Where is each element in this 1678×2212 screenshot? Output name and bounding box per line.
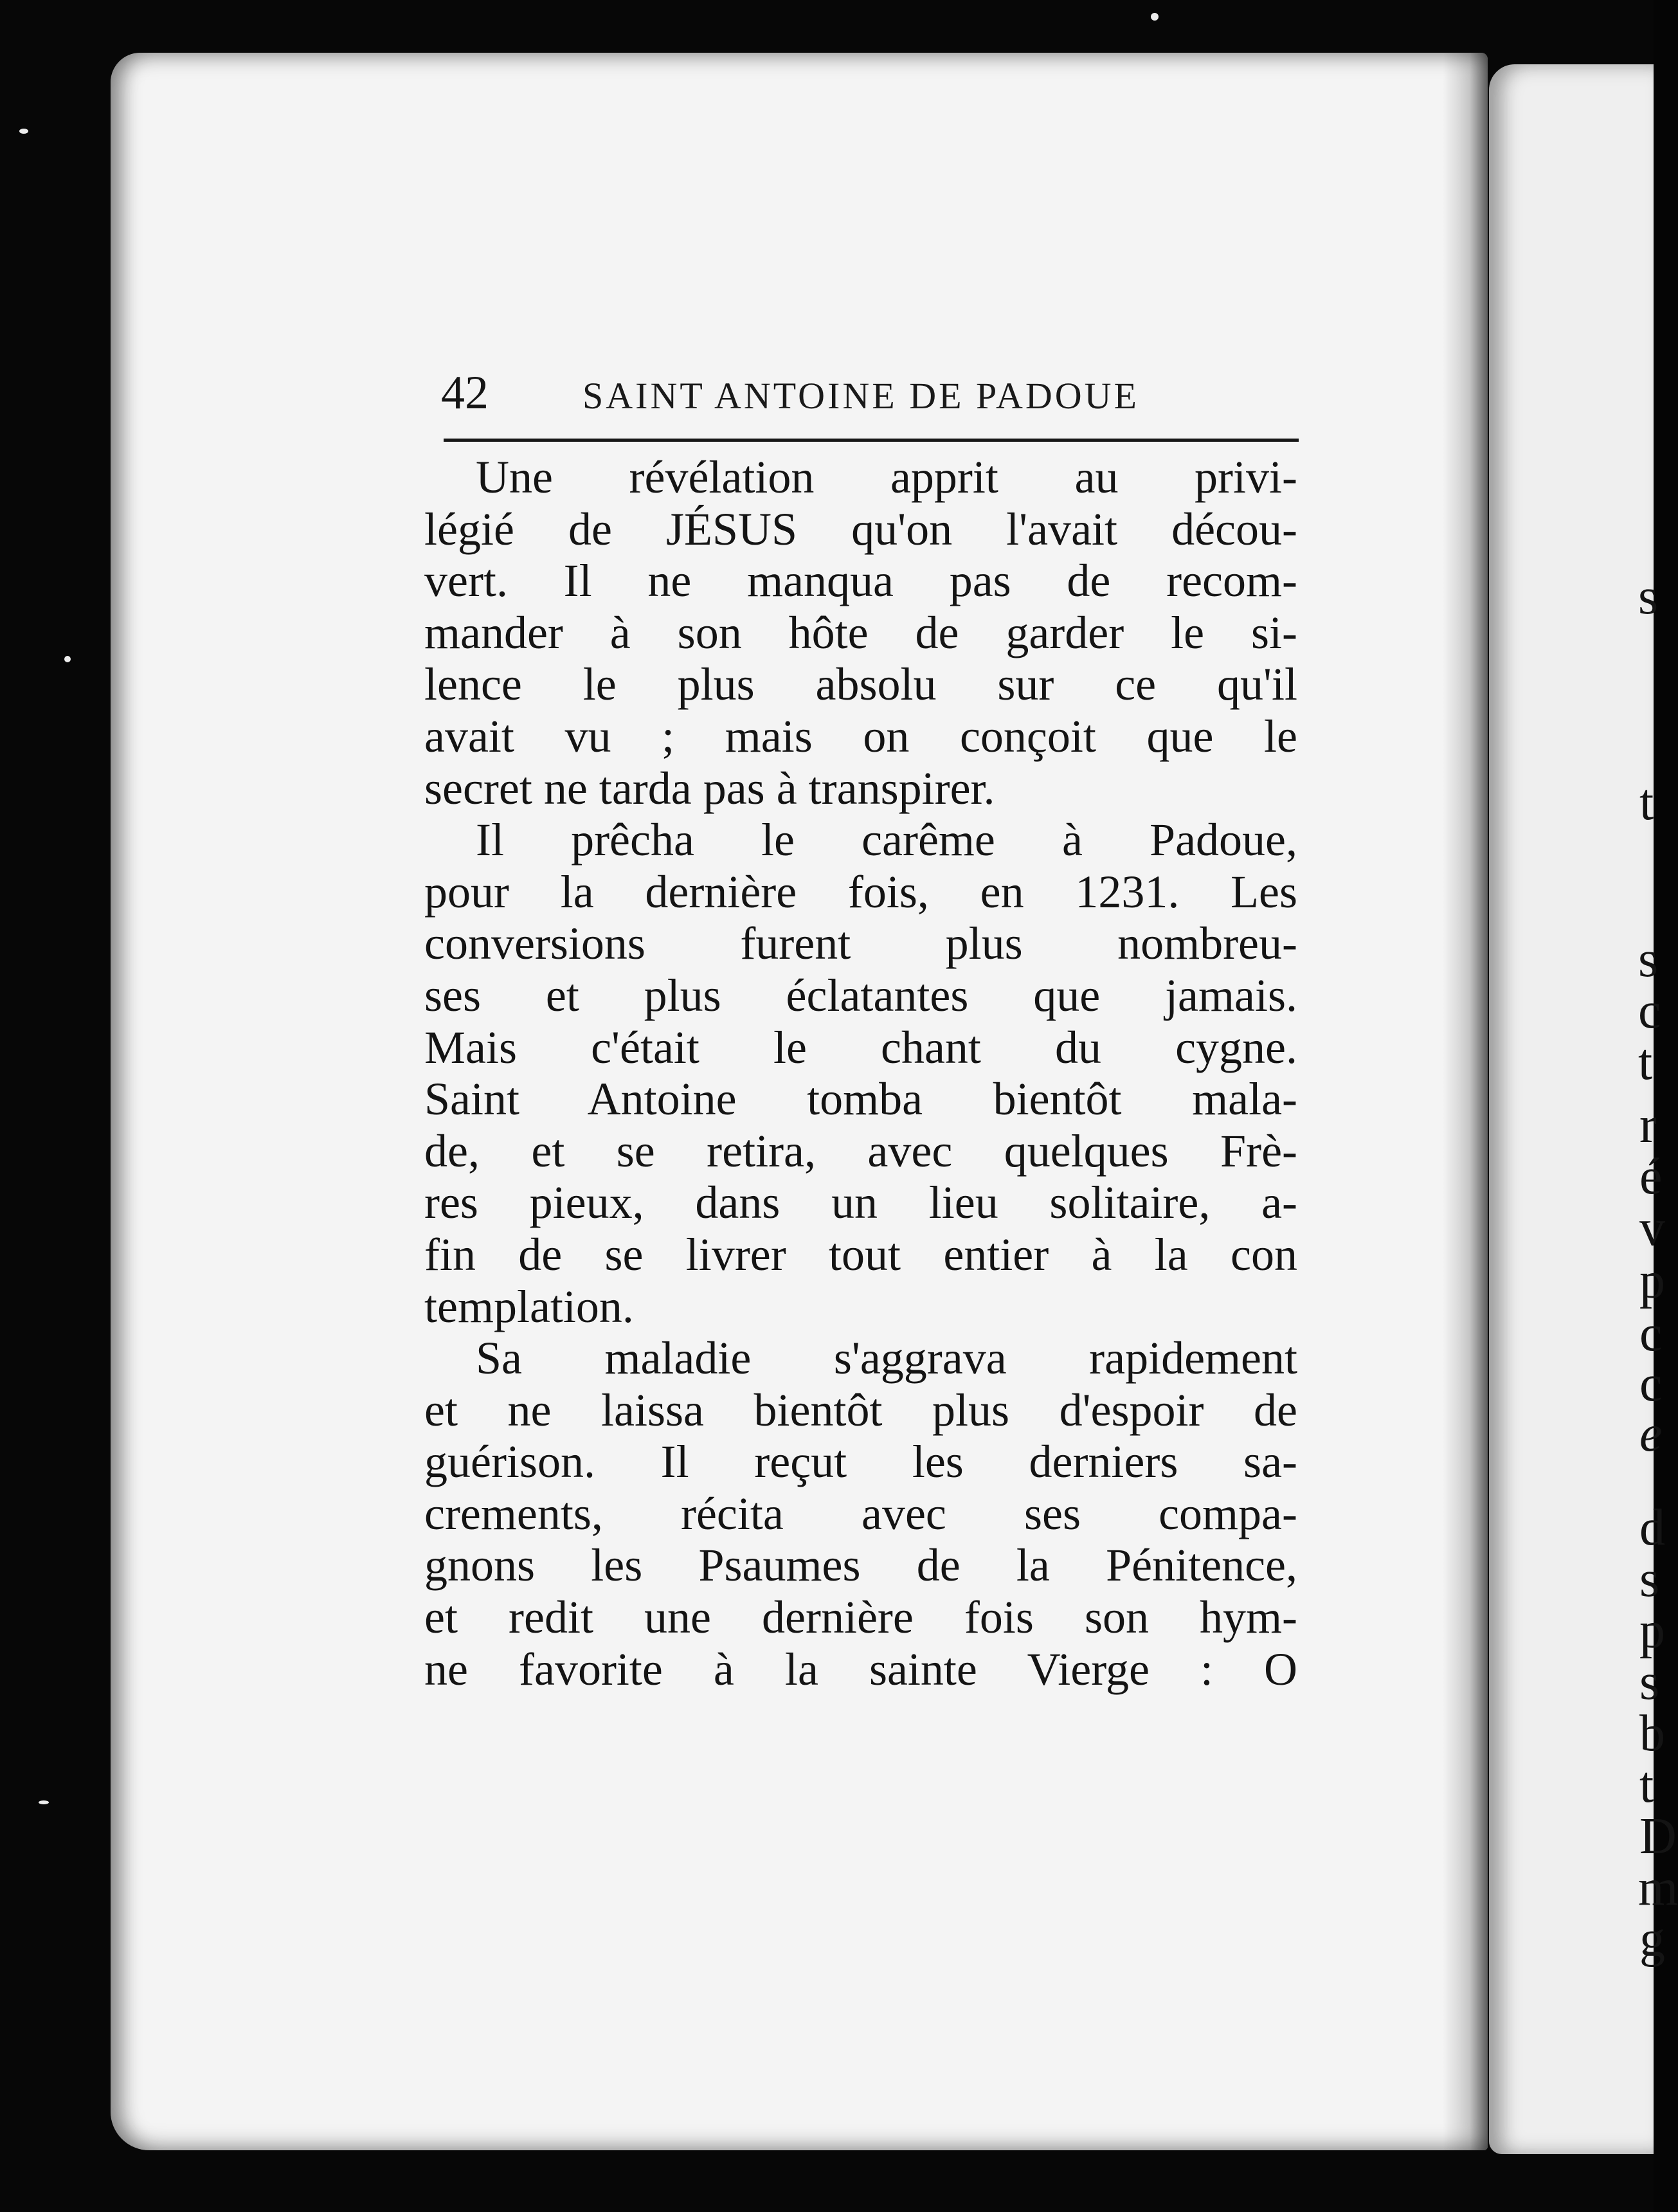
- text-line: Saint Antoine tomba bientôt mala-: [424, 1073, 1297, 1125]
- facing-page-letter: b: [1639, 1705, 1665, 1762]
- facing-page-letter: D: [1639, 1808, 1677, 1865]
- text-line: et redit une dernière fois son hym-: [424, 1591, 1297, 1644]
- facing-page-letter: s: [1639, 1551, 1660, 1608]
- facing-page-letter: v: [1639, 1200, 1665, 1256]
- text-line: Une révélation apprit au privi-: [476, 451, 1297, 503]
- running-head: [441, 358, 1290, 428]
- facing-page-letter: é: [1639, 1148, 1663, 1205]
- dust-speck: [64, 656, 71, 662]
- text-line: Mais c'était le chant du cygne.: [424, 1021, 1297, 1073]
- facing-page-letter: r: [1639, 1097, 1657, 1154]
- text-line: crements, récita avec ses compa-: [424, 1487, 1297, 1539]
- dust-speck: [1151, 13, 1159, 21]
- header-rule: [444, 439, 1299, 442]
- text-line: ne favorite à la sainte Vierge : O: [424, 1643, 1297, 1695]
- text-line: templation.: [424, 1280, 634, 1332]
- facing-page-letter: t: [1639, 1757, 1654, 1813]
- page-number: 42: [441, 367, 489, 419]
- dust-speck: [19, 129, 28, 134]
- text-line: et ne laissa bientôt plus d'espoir de: [424, 1384, 1297, 1436]
- facing-page-letter: s: [1639, 1654, 1660, 1710]
- book-page-right-edge: [1489, 64, 1678, 2154]
- text-line: pour la dernière fois, en 1231. Les: [424, 866, 1297, 918]
- dust-speck: [39, 1800, 49, 1804]
- facing-page-letter: c: [1639, 1305, 1663, 1362]
- text-line: mander à son hôte de garder le si-: [424, 606, 1297, 658]
- text-line: Sa maladie s'aggrava rapidement: [476, 1332, 1297, 1384]
- text-line: lence le plus absolu sur ce qu'il: [424, 658, 1297, 711]
- text-line: guérison. Il reçut les derniers sa-: [424, 1436, 1297, 1488]
- facing-page-letter: p: [1639, 1602, 1665, 1659]
- facing-page-letter: c: [1638, 983, 1661, 1039]
- facing-page-letter: s: [1638, 931, 1659, 988]
- facing-page-letter: d: [1639, 1500, 1665, 1556]
- facing-page-letter: t: [1639, 774, 1654, 831]
- facing-page-letter: p: [1639, 1253, 1665, 1309]
- running-title: SAINT ANTOINE DE PADOUE: [582, 375, 1139, 417]
- text-line: de, et se retira, avec quelques Frè-: [424, 1125, 1297, 1177]
- text-line: avait vu ; mais on conçoit que le: [424, 710, 1297, 762]
- text-line: fin de se livrer tout entier à la con: [424, 1228, 1297, 1280]
- text-line: secret ne tarda pas à transpirer.: [424, 762, 995, 814]
- text-line: légié de JÉSUS qu'on l'avait décou-: [424, 503, 1297, 555]
- facing-page-letter: t: [1638, 1034, 1653, 1091]
- facing-page-letter: m: [1638, 1860, 1678, 1916]
- text-line: vert. Il ne manqua pas de recom-: [424, 555, 1297, 607]
- body-text: [424, 451, 1297, 1695]
- text-line: res pieux, dans un lieu solitaire, a-: [424, 1177, 1297, 1229]
- facing-page-letter: s: [1638, 568, 1659, 625]
- facing-page-letter: e: [1639, 1406, 1663, 1462]
- text-line: Il prêcha le carême à Padoue,: [476, 814, 1297, 866]
- text-line: ses et plus éclatantes que jamais.: [424, 969, 1297, 1021]
- facing-page-letter: c: [1639, 1355, 1663, 1412]
- text-line: conversions furent plus nombreu-: [424, 918, 1297, 970]
- text-line: gnons les Psaumes de la Pénitence,: [424, 1539, 1297, 1591]
- facing-page-letter: g: [1639, 1911, 1665, 1968]
